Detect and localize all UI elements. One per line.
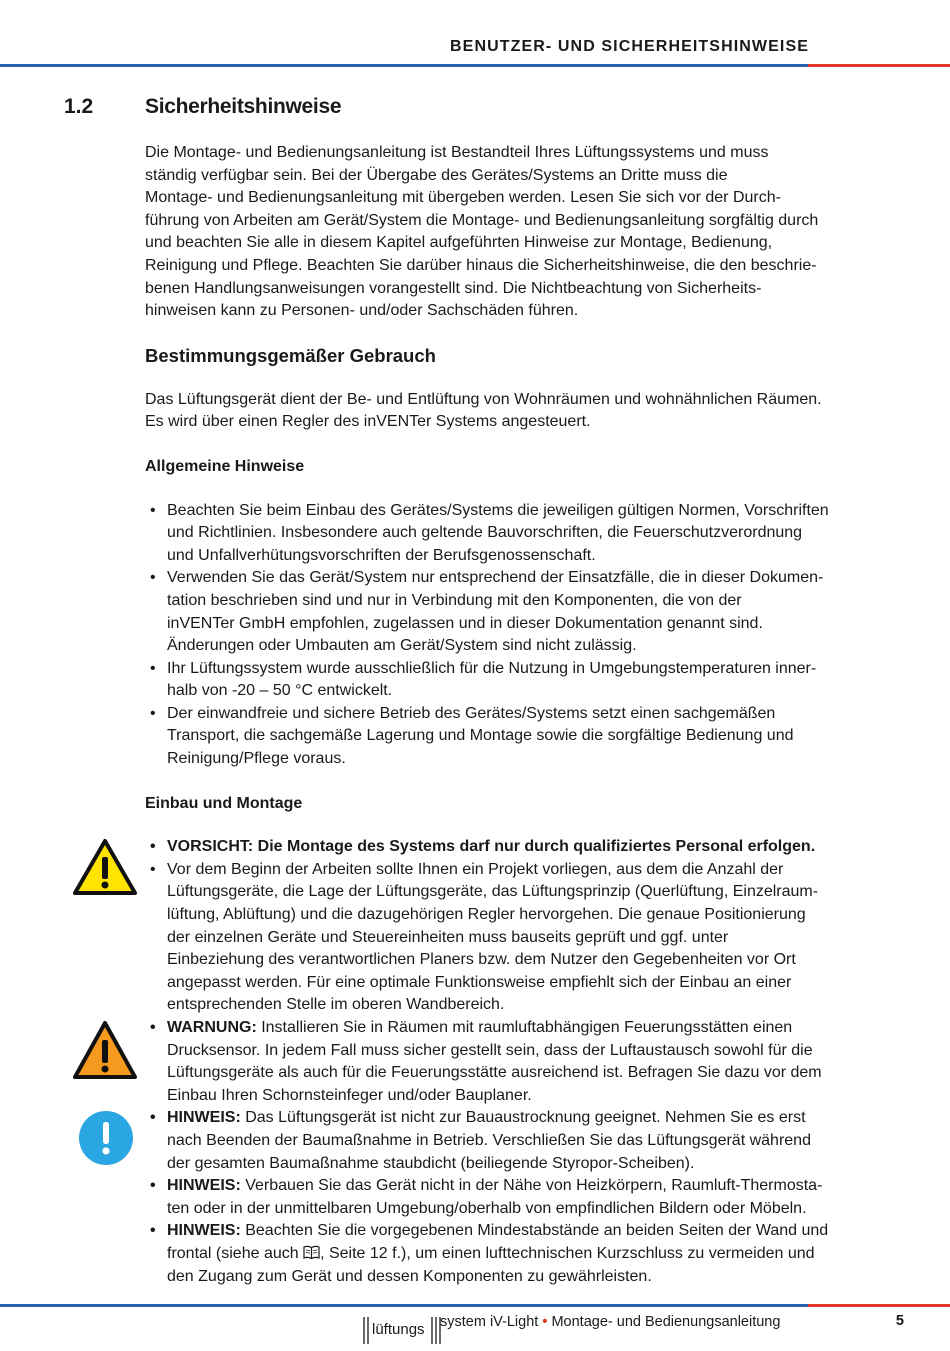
list-item: • Beachten Sie beim Einbau des Gerätes/Systems die jeweiligen gültigen Normen, Vorschriften und Richtlinien. Insbesondere auch geltende Bauvorschriften, die Feuerschutzverordnung und Unfallverhütungsvorschriften der Berufsgenossenschaft.	[150, 501, 829, 564]
header-rule	[0, 64, 950, 67]
caution-item: • VORSICHT: Die Montage des Systems darf nur durch qualifiziertes Personal erfolgen.	[150, 838, 816, 856]
notice-item: • HINWEIS: Beachten Sie die vorgegebenen Mindestabstände an beiden Seiten der Wand und frontal (siehe auch , Seite 12 f.), um einen lufttechnischen Kurzschluss zu vermeiden und den Zugang zum Gerät und dessen Komponenten zu gewährleisten.	[150, 1222, 829, 1285]
list-item: • Der einwandfreie und sichere Betrieb des Gerätes/Systems setzt einen sachgemäßen Transport, die sachgemäße Lagerung und Montage sowie die sorgfältige Bedienung und Reinigung/Pflege voraus.	[150, 704, 794, 768]
installation-heading: Einbau und Montage	[145, 794, 303, 812]
main-content	[145, 142, 925, 1288]
page-number: 5	[895, 1313, 904, 1329]
warning-item: • WARNUNG: Installieren Sie in Räumen mit raumluftabhängigen Feuerungsstätten einen Drucksensor. In jedem Fall muss sicher gestellt sein, dass der Luftaustausch sowohl für die Lüftungsgeräte als auch für die Feuerungsstätte ausreichend ist. Befragen Sie dazu vor dem Einbau Ihren Schornsteinfeger und/oder Bauplaner.	[150, 1019, 822, 1104]
footer-document-title: system iV-Light • Montage- und Bedienungsanleitung	[440, 1314, 781, 1330]
notice-item: • HINWEIS: Verbauen Sie das Gerät nicht in der Nähe von Heizkörpern, Raumluft-Thermosta- ten oder in der unmittelbaren Umgebung/oberhalb von empfindlichen Bildern oder Möbeln.	[150, 1177, 823, 1217]
caution-triangle-icon	[72, 838, 138, 901]
general-heading: Allgemeine Hinweise	[145, 457, 305, 475]
book-reference-icon	[303, 1245, 320, 1260]
list-item: • Vor dem Beginn der Arbeiten sollte Ihnen ein Projekt vorliegen, aus dem die Anzahl der Lüftungsgeräte, die Lage der Lüftungsgeräte, das Lüftungsprinzip (Querlüftung, Einzelraum- lüftung, Ablüftung) und die dazugehörigen Regler hervorgehen. Die genaue Positionierung der einzelnen Geräte und Steuereinheiten muss bauseits geprüft und ggf. unter Einbeziehung des verantwortlichen Planers bzw. dem Nutzer den Gegebenheiten vor Ort angepasst werden. Für eine optimale Funktionsweise empfiehlt sich der Einbau an einer entsprechenden Stelle im oberen Wandbereich.	[150, 860, 819, 1014]
installation-list	[145, 836, 925, 1288]
general-list	[145, 500, 925, 771]
section-number: 1.2	[64, 95, 94, 118]
list-item: • Ihr Lüftungssystem wurde ausschließlich für die Nutzung in Umgebungstemperaturen inner- halb von -20 – 50 °C entwickelt.	[150, 659, 817, 700]
running-header: BENUTZER- UND SICHERHEITSHINWEISE	[450, 38, 809, 55]
brand-logo	[362, 1314, 442, 1346]
info-circle-icon	[78, 1110, 134, 1171]
usage-heading: Bestimmungsgemäßer Gebrauch	[145, 344, 436, 366]
notice-item: • HINWEIS: Das Lüftungsgerät ist nicht zur Bauaustrocknung geeignet. Nehmen Sie es erst nach Beenden der Baumaßnahme in Betrieb. Verschließen Sie das Lüftungsgerät während der gesamten Baumaßnahme staubdicht (beiliegende Styropor-Scheiben).	[150, 1109, 811, 1172]
intro-paragraph: Die Montage- und Bedienungsanleitung ist Bestandteil Ihres Lüftungssystems und muss ständig verfügbar sein. Bei der Übergabe des Gerätes/Systems an Dritte muss die Montage- und Bedienungsanleitung mit übergeben werden. Lesen Sie sich vor der Durch- führung von Arbeiten am Gerät/System die Montage- und Bedienungsanleitung sorgfältig durch und beachten Sie alle in diesem Kapitel aufgeführten Hinweise zur Montage, Bedienung, Reinigung und Pflege. Beachten Sie darüber hinaus die Sicherheitshinweise, die den beschrie- benen Handlungsanweisungen vorangestellt sind. Die Nichtbeachtung von Sicherheits- hinweisen kann zu Personen- und/oder Sachschäden führen.	[145, 144, 819, 320]
footer-rule	[0, 1304, 950, 1307]
usage-paragraph: Das Lüftungsgerät dient der Be- und Entlüftung von Wohnräumen und wohnähnlichen Räumen. Es wird über einen Regler des inVENTer Systems angesteuert.	[145, 390, 822, 431]
warning-triangle-icon	[72, 1020, 138, 1085]
section-title: Sicherheitshinweise	[145, 95, 342, 118]
list-item: • Verwenden Sie das Gerät/System nur entsprechend der Einsatzfälle, die in dieser Dokumen- tation beschrieben sind und nur in Verbindung mit den Komponenten, die von der inVENTer GmbH empfohlen, zugelassen und in dieser Dokumentation genannt sind. Änderungen oder Umbauten am Gerät/System sind nicht zulässig.	[150, 569, 824, 655]
svg-text:lüftungs: lüftungs	[372, 1321, 425, 1338]
